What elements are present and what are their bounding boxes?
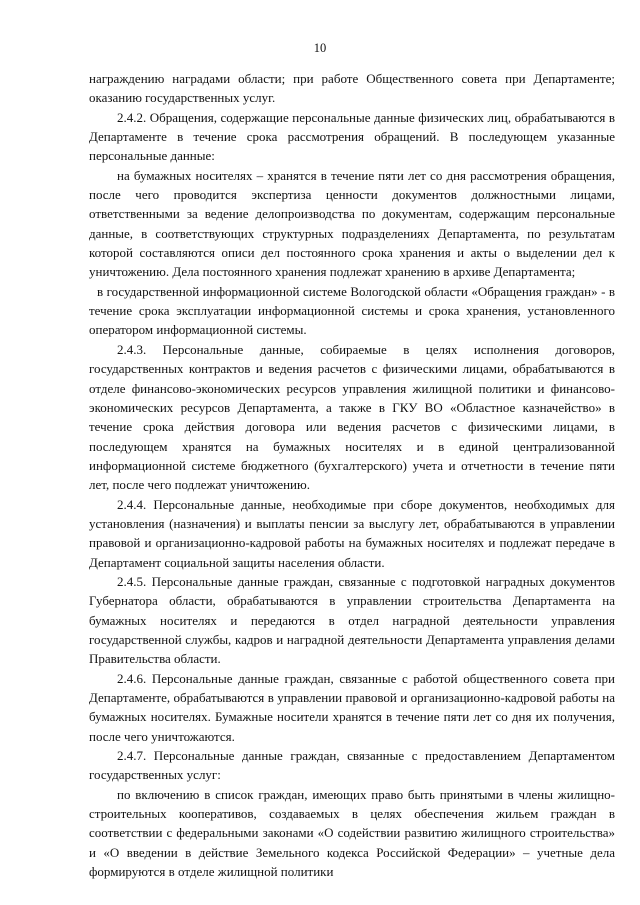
paragraph-2-4-2: 2.4.2. Обращения, содержащие персональные данные физических лиц, обрабатываются в Департаменте в течение срока рассмотрения обращений. В последующем указанные персональные данные: xyxy=(89,109,615,164)
page-number: 10 xyxy=(313,41,327,55)
paragraph-2-4-6: 2.4.6. Персональные данные граждан, связанные с работой общественного совета при Департаменте, обрабатываются в управлении правовой и организационно-кадровой работы на бумажных носителях. Бумажные носители хранятся в течение пяти лет со дня их получения, после чего уничтожаются. xyxy=(89,670,615,744)
paragraph-paper-storage: на бумажных носителях – хранятся в течение пяти лет со дня рассмотрения обращения, после чего проводится экспертиза ценности документов должностными лицами, ответственными за ведение делопроизводства по документам, содержащим персональные данные, в соответствующих структурных подразделениях Департамента, по результатам которой составляются описи дел постоянного срока хранения и акты о выделении дел к уничтожению. Дела постоянного хранения подлежат хранению в архиве Департамента; xyxy=(89,167,615,280)
paragraph-awards-continuation: награждению наградами области; при работе Общественного совета при Департаменте; оказанию государственных услуг. xyxy=(89,71,615,106)
paragraph-housing-cooperatives: по включению в список граждан, имеющих право быть принятыми в члены жилищно-строительных кооперативов, создаваемых в целях обеспечения жильем граждан в соответствии с федеральными законами «О содействии развитию жилищного строительства» и «О введении в действие Земельного кодекса Российской Федерации» – учетные дела формируются в отделе жилищной политики xyxy=(89,786,615,880)
paragraph-2-4-5: 2.4.5. Персональные данные граждан, связанные с подготовкой наградных документов Губернатора области, обрабатываются в управлении строительства Департамента на бумажных носителях и передаются в отдел наградной деятельности управления государственной службы, кадров и наградной деятельности Департамента управления делами Правительства области. xyxy=(89,573,615,667)
paragraph-information-system: в государственной информационной системе Вологодской области «Обращения граждан» - в течение срока эксплуатации информационной системы и срока хранения, установленного оператором информационной системы. xyxy=(89,283,615,338)
paragraph-2-4-7: 2.4.7. Персональные данные граждан, связанные с предоставлением Департаментом государственных услуг: xyxy=(89,748,615,783)
paragraph-2-4-3: 2.4.3. Персональные данные, собираемые в целях исполнения договоров, государственных контрактов и ведения расчетов с физическими лицами, обрабатываются в отделе финансово-экономических ресурсов управления жилищной политики и финансово-экономических ресурсов Департамента, а также в ГКУ ВО «Областное казначейство» в течение срока действия договора или ведения расчетов с физическими лицами, в последующем хранятся на бумажных носителях и в единой централизованной информационной системе бюджетного (бухгалтерского) учета и отчетности в течение пяти лет, после чего подлежат уничтожению. xyxy=(89,341,615,493)
paragraph-2-4-4: 2.4.4. Персональные данные, необходимые при сборе документов, необходимых для установления (назначения) и выплаты пенсии за выслугу лет, обрабатываются в управлении правовой и организационно-кадровой работы на бумажных носителях и подлежат передаче в Департамент социальной защиты населения области. xyxy=(89,496,615,570)
document-body xyxy=(89,69,615,881)
